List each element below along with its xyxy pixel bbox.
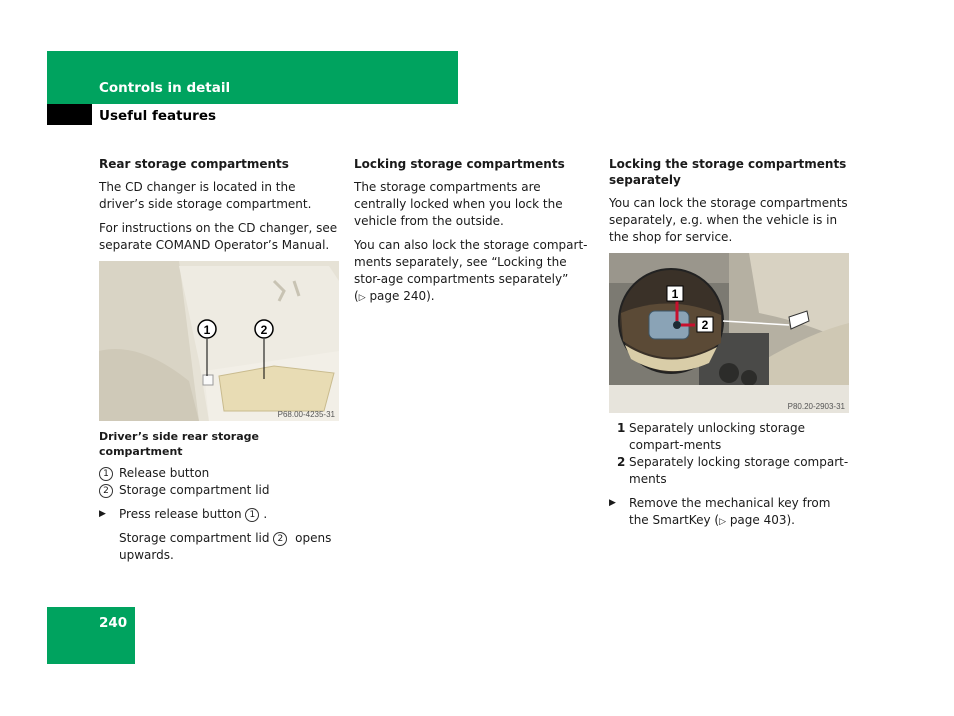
heading-locking: Locking storage compartments: [354, 157, 565, 171]
callout-1: 1: [671, 287, 679, 301]
heading-locking-separately: Locking the storage compartments separately: [609, 157, 847, 187]
page-number-box: [47, 607, 135, 664]
figure-rear-compartment: [99, 261, 339, 421]
column-rear-storage: [99, 156, 339, 564]
page-reference-link[interactable]: page 240).: [369, 289, 435, 303]
legend-item: 1 Release button: [99, 465, 339, 482]
callout-2: 2: [701, 318, 709, 332]
subsection-title: Useful features: [99, 108, 217, 124]
page-ref-icon: ▷: [719, 517, 726, 527]
step-arrow-icon: ▶: [99, 509, 106, 519]
subsection-marker: [47, 104, 92, 125]
header-bar: [47, 51, 458, 104]
page-reference-link[interactable]: page 403).: [729, 513, 795, 527]
instruction-step: ▶ Remove the mechanical key from the SmartKey (▷ page 403).: [609, 495, 849, 531]
figure-code: P68.00-4235-31: [277, 410, 335, 419]
page-ref-icon: ▷: [358, 293, 366, 303]
legend-item: 1 Separately unlocking storage compart-ments: [617, 421, 805, 452]
paragraph: The CD changer is located in the driver’s side storage compartment.: [99, 180, 312, 211]
legend-item: 2 Storage compartment lid: [99, 482, 339, 499]
paragraph: You can lock the storage compartments separately, e.g. when the vehicle is in the shop for service.: [609, 196, 848, 244]
section-title: Controls in detail: [99, 80, 231, 96]
legend-item: 2 Separately locking storage compart-ments: [617, 455, 849, 486]
step-arrow-icon: ▶: [609, 498, 616, 508]
callout-1: 1: [203, 323, 211, 337]
figure-glovebox-lock: [609, 253, 849, 413]
column-locking: [354, 156, 594, 314]
paragraph: For instructions on the CD changer, see separate COMAND Operator’s Manual.: [99, 221, 338, 252]
figure-code: P80.20-2903-31: [787, 402, 845, 411]
column-locking-separately: [609, 156, 849, 538]
rear-compartment-illustration: [99, 261, 339, 421]
heading-rear-storage: Rear storage compartments: [99, 157, 289, 171]
instruction-step: ▶ Press release button 1 .: [99, 507, 268, 521]
glovebox-lock-illustration: [609, 253, 849, 413]
page-number: 240: [99, 615, 128, 631]
paragraph: You can also lock the storage compart-ments separately, see “Locking the stor-age compartments separately” (▷ page 240).: [354, 238, 588, 303]
paragraph: The storage compartments are centrally locked when you lock the vehicle from the outside.: [354, 180, 563, 228]
step-result: Storage compartment lid 2 opens upwards.: [119, 531, 332, 562]
callout-2: 2: [260, 323, 268, 337]
figure-caption: Driver’s side rear storage compartment: [99, 430, 259, 458]
